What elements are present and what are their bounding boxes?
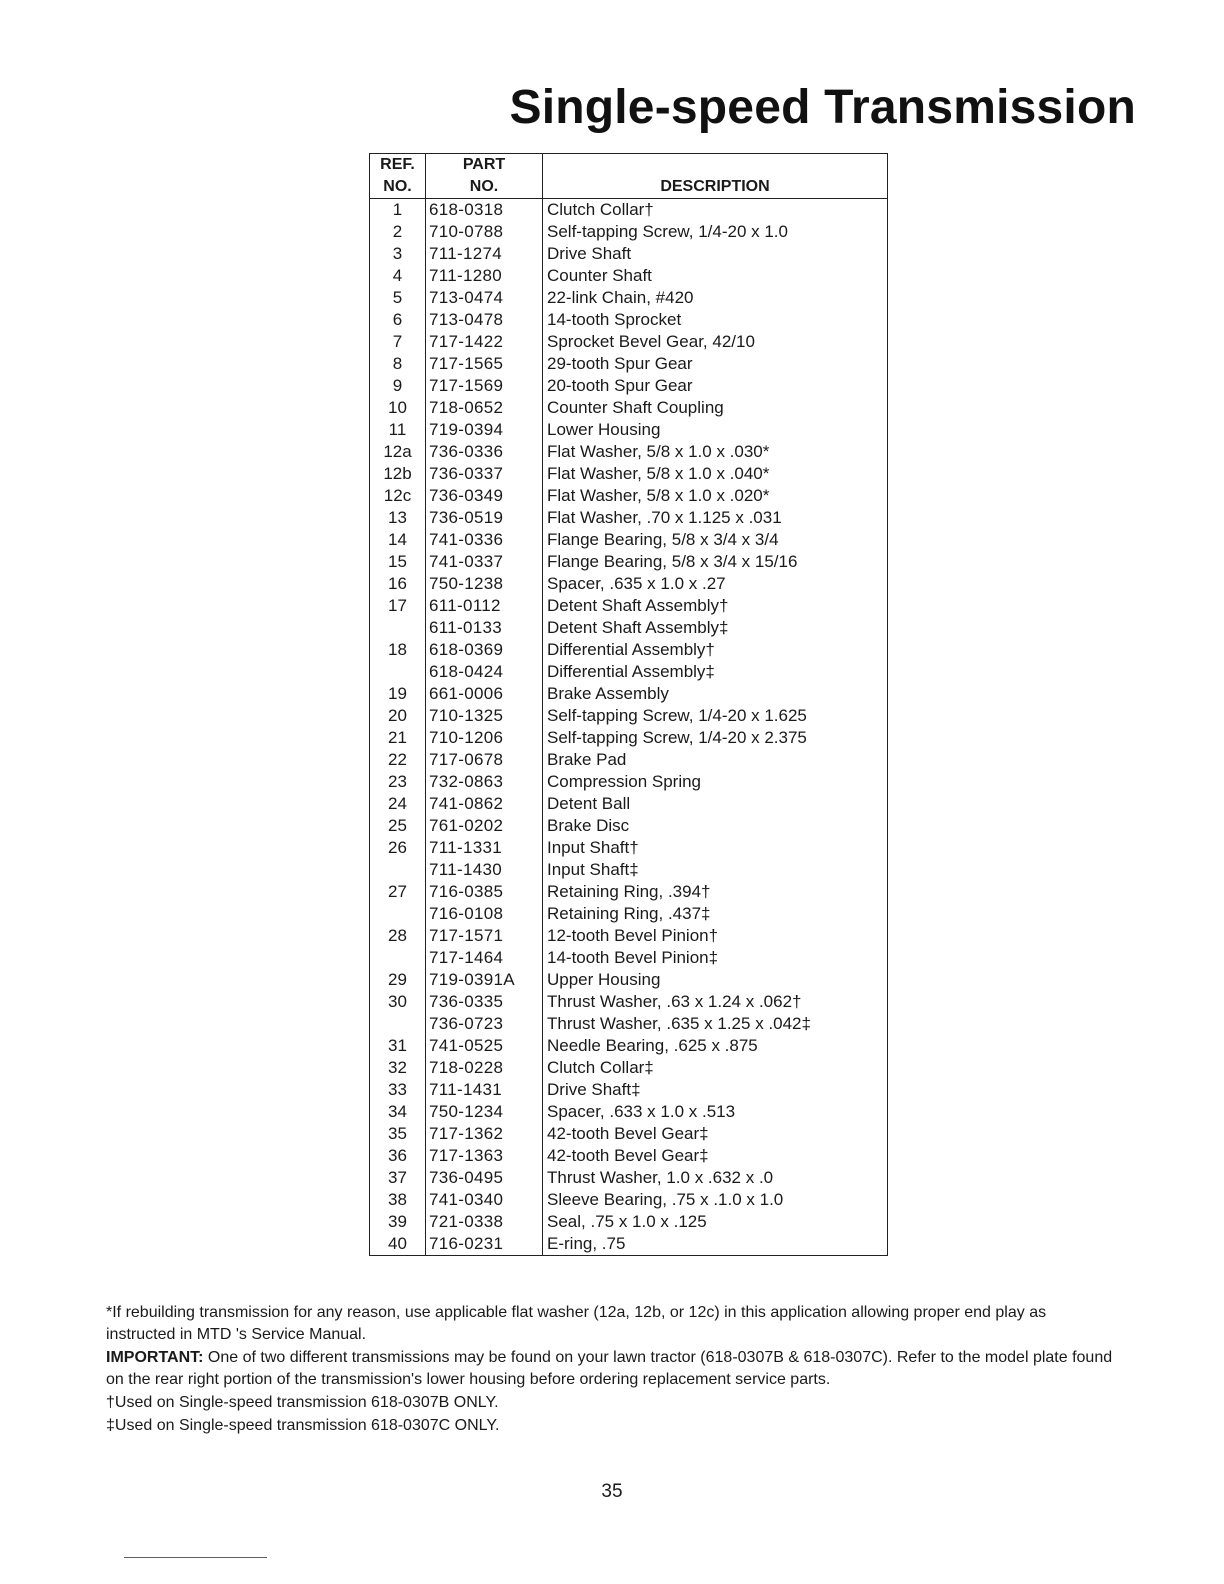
table-row [370, 243, 888, 265]
table-row [370, 639, 888, 661]
description-cell: Counter Shaft Coupling [543, 397, 888, 419]
ref-cell: 12b [383, 464, 412, 483]
table-row [370, 1233, 888, 1256]
ref-cell: 36 [388, 1146, 407, 1165]
description-header [543, 154, 888, 199]
ref-cell: 25 [388, 816, 407, 835]
part-number-cell: 721-0338 [426, 1211, 543, 1233]
part-number-cell: 750-1234 [426, 1101, 543, 1123]
ref-cell: 22 [388, 750, 407, 769]
part-no-header [426, 154, 543, 199]
footnotes [106, 1302, 1116, 1438]
part-number-cell: 618-0369 [426, 639, 543, 661]
part-number-cell: 618-0424 [426, 661, 543, 683]
table-row [370, 573, 888, 595]
table-row [370, 1145, 888, 1167]
description-cell: 12-tooth Bevel Pinion† [543, 925, 888, 947]
table-row [370, 991, 888, 1013]
ref-cell: 8 [392, 354, 403, 373]
ref-cell: 3 [392, 244, 403, 263]
ref-cell: 30 [388, 992, 407, 1011]
ref-cell: 28 [388, 926, 407, 945]
ref-cell: 40 [388, 1234, 407, 1253]
description-cell: Counter Shaft [543, 265, 888, 287]
description-cell: Upper Housing [543, 969, 888, 991]
part-number-cell: 736-0519 [426, 507, 543, 529]
ref-cell: 34 [388, 1102, 407, 1121]
part-number-cell: 717-1571 [426, 925, 543, 947]
description-cell: Flange Bearing, 5/8 x 3/4 x 15/16 [543, 551, 888, 573]
table-row [370, 1035, 888, 1057]
ref-cell: 13 [388, 508, 407, 527]
table-header-row [370, 154, 888, 199]
important-text: One of two different transmissions may be found on your lawn tractor (618-0307B & 618-0307C). Refer to the model plate found on the rear right portion of the transmission's lower housing before ordering replacement service parts. [106, 1349, 1113, 1388]
ref-cell [370, 617, 426, 639]
description-cell: 22-link Chain, #420 [543, 287, 888, 309]
description-header-label: DESCRIPTION [660, 178, 770, 195]
description-cell: Spacer, .635 x 1.0 x .27 [543, 573, 888, 595]
part-number-cell: 711-1274 [426, 243, 543, 265]
table-row [370, 595, 888, 617]
description-cell: Flat Washer, 5/8 x 1.0 x .030* [543, 441, 888, 463]
description-cell: Flat Washer, 5/8 x 1.0 x .040* [543, 463, 888, 485]
description-cell: Differential Assembly† [543, 639, 888, 661]
parts-table-body [370, 199, 888, 1256]
table-row [370, 1189, 888, 1211]
table-row [370, 683, 888, 705]
part-number-cell: 611-0133 [426, 617, 543, 639]
table-row [370, 463, 888, 485]
ref-cell: 19 [388, 684, 407, 703]
ref-cell [370, 903, 426, 925]
table-row [370, 859, 888, 881]
part-number-cell: 741-0862 [426, 793, 543, 815]
description-cell: 29-tooth Spur Gear [543, 353, 888, 375]
description-cell: Self-tapping Screw, 1/4-20 x 1.0 [543, 221, 888, 243]
important-label: IMPORTANT: [106, 1349, 204, 1366]
part-number-cell: 732-0863 [426, 771, 543, 793]
part-number-cell: 736-0723 [426, 1013, 543, 1035]
table-row [370, 947, 888, 969]
part-number-cell: 717-1569 [426, 375, 543, 397]
part-number-cell: 713-0474 [426, 287, 543, 309]
description-cell: Self-tapping Screw, 1/4-20 x 1.625 [543, 705, 888, 727]
ref-cell [370, 1013, 426, 1035]
part-number-cell: 710-1325 [426, 705, 543, 727]
table-row [370, 1057, 888, 1079]
description-cell: Flat Washer, .70 x 1.125 x .031 [543, 507, 888, 529]
description-cell: Differential Assembly‡ [543, 661, 888, 683]
table-row [370, 793, 888, 815]
ref-cell: 12a [383, 442, 412, 461]
description-cell: Self-tapping Screw, 1/4-20 x 2.375 [543, 727, 888, 749]
table-row [370, 837, 888, 859]
description-cell: Needle Bearing, .625 x .875 [543, 1035, 888, 1057]
description-cell: Drive Shaft [543, 243, 888, 265]
description-cell: Retaining Ring, .437‡ [543, 903, 888, 925]
ref-cell: 35 [388, 1124, 407, 1143]
ref-cell: 38 [388, 1190, 407, 1209]
table-row [370, 727, 888, 749]
table-row [370, 199, 888, 222]
table-row [370, 1013, 888, 1035]
part-number-cell: 716-0385 [426, 881, 543, 903]
ref-cell: 23 [388, 772, 407, 791]
description-cell: Thrust Washer, 1.0 x .632 x .0 [543, 1167, 888, 1189]
part-number-cell: 741-0340 [426, 1189, 543, 1211]
description-cell: Drive Shaft‡ [543, 1079, 888, 1101]
table-row [370, 309, 888, 331]
part-number-cell: 717-0678 [426, 749, 543, 771]
description-cell: Input Shaft‡ [543, 859, 888, 881]
part-number-cell: 736-0335 [426, 991, 543, 1013]
description-cell: Brake Assembly [543, 683, 888, 705]
part-number-cell: 611-0112 [426, 595, 543, 617]
double-dagger-note: ‡Used on Single-speed transmission 618-0307C ONLY. [106, 1417, 500, 1434]
table-row [370, 903, 888, 925]
part-number-cell: 717-1363 [426, 1145, 543, 1167]
part-number-cell: 741-0337 [426, 551, 543, 573]
description-cell: Lower Housing [543, 419, 888, 441]
description-cell: Retaining Ring, .394† [543, 881, 888, 903]
ref-cell [370, 947, 426, 969]
table-row [370, 815, 888, 837]
description-cell: Clutch Collar† [543, 199, 888, 222]
description-cell: Brake Pad [543, 749, 888, 771]
part-number-cell: 661-0006 [426, 683, 543, 705]
part-number-cell: 736-0495 [426, 1167, 543, 1189]
table-row [370, 925, 888, 947]
part-number-cell: 736-0336 [426, 441, 543, 463]
page-number: 35 [601, 1481, 623, 1502]
part-number-cell: 741-0336 [426, 529, 543, 551]
table-row [370, 705, 888, 727]
table-row [370, 969, 888, 991]
ref-cell: 31 [388, 1036, 407, 1055]
table-row [370, 1101, 888, 1123]
part-number-cell: 736-0337 [426, 463, 543, 485]
ref-cell: 16 [388, 574, 407, 593]
part-number-cell: 717-1565 [426, 353, 543, 375]
ref-cell: 20 [388, 706, 407, 725]
part-number-cell: 717-1464 [426, 947, 543, 969]
ref-header-line2: NO. [383, 178, 412, 195]
description-cell: 20-tooth Spur Gear [543, 375, 888, 397]
ref-header-line1: REF. [380, 156, 415, 173]
ref-cell [370, 859, 426, 881]
description-cell: Spacer, .633 x 1.0 x .513 [543, 1101, 888, 1123]
description-cell: Thrust Washer, .63 x 1.24 x .062† [543, 991, 888, 1013]
table-row [370, 331, 888, 353]
part-number-cell: 711-1431 [426, 1079, 543, 1101]
table-row [370, 353, 888, 375]
ref-cell: 24 [388, 794, 407, 813]
description-cell: Detent Ball [543, 793, 888, 815]
table-row [370, 529, 888, 551]
part-number-cell: 718-0652 [426, 397, 543, 419]
description-cell: Detent Shaft Assembly‡ [543, 617, 888, 639]
part-number-cell: 717-1362 [426, 1123, 543, 1145]
table-row [370, 419, 888, 441]
table-row [370, 221, 888, 243]
ref-cell: 6 [392, 310, 403, 329]
table-row [370, 617, 888, 639]
part-number-cell: 711-1331 [426, 837, 543, 859]
ref-cell: 29 [388, 970, 407, 989]
description-cell: 42-tooth Bevel Gear‡ [543, 1145, 888, 1167]
description-cell: Seal, .75 x 1.0 x .125 [543, 1211, 888, 1233]
description-cell: Compression Spring [543, 771, 888, 793]
ref-cell: 11 [388, 420, 407, 439]
ref-cell: 27 [388, 882, 407, 901]
ref-cell: 5 [392, 288, 403, 307]
table-row [370, 287, 888, 309]
table-row [370, 485, 888, 507]
description-cell: Detent Shaft Assembly† [543, 595, 888, 617]
ref-cell: 4 [392, 266, 403, 285]
part-number-cell: 713-0478 [426, 309, 543, 331]
description-cell: Brake Disc [543, 815, 888, 837]
table-row [370, 749, 888, 771]
table-row [370, 771, 888, 793]
description-cell: Clutch Collar‡ [543, 1057, 888, 1079]
ref-cell: 10 [388, 398, 407, 417]
part-number-cell: 711-1280 [426, 265, 543, 287]
table-row [370, 551, 888, 573]
part-number-cell: 750-1238 [426, 573, 543, 595]
part-number-cell: 736-0349 [426, 485, 543, 507]
ref-cell: 32 [388, 1058, 407, 1077]
ref-cell: 14 [388, 530, 407, 549]
ref-cell: 1 [392, 200, 403, 219]
description-cell: 14-tooth Sprocket [543, 309, 888, 331]
part-number-cell: 741-0525 [426, 1035, 543, 1057]
part-number-cell: 716-0231 [426, 1233, 543, 1256]
table-row [370, 1167, 888, 1189]
ref-cell: 39 [388, 1212, 407, 1231]
ref-cell: 26 [388, 838, 407, 857]
ref-cell: 18 [388, 640, 407, 659]
description-cell: Flange Bearing, 5/8 x 3/4 x 3/4 [543, 529, 888, 551]
description-cell: Input Shaft† [543, 837, 888, 859]
part-number-cell: 718-0228 [426, 1057, 543, 1079]
parts-table [369, 153, 888, 1256]
part-number-cell: 761-0202 [426, 815, 543, 837]
important-note [106, 1347, 1116, 1391]
part-header-line1: PART [462, 156, 506, 173]
ref-cell: 33 [388, 1080, 407, 1099]
ref-cell: 2 [392, 222, 403, 241]
part-number-cell: 711-1430 [426, 859, 543, 881]
part-number-cell: 618-0318 [426, 199, 543, 222]
dagger-note: †Used on Single-speed transmission 618-0307B ONLY. [106, 1394, 499, 1411]
page-title: Single-speed Transmission [509, 81, 1136, 134]
table-row [370, 397, 888, 419]
ref-cell: 21 [388, 728, 407, 747]
table-row [370, 1123, 888, 1145]
ref-cell: 7 [392, 332, 403, 351]
ref-cell: 17 [388, 596, 407, 615]
table-row [370, 265, 888, 287]
description-cell: Flat Washer, 5/8 x 1.0 x .020* [543, 485, 888, 507]
part-number-cell: 719-0394 [426, 419, 543, 441]
part-number-cell: 710-1206 [426, 727, 543, 749]
part-header-line2: NO. [469, 178, 499, 195]
ref-cell: 15 [388, 552, 407, 571]
description-cell: 42-tooth Bevel Gear‡ [543, 1123, 888, 1145]
part-number-cell: 719-0391A [426, 969, 543, 991]
ref-no-header [370, 154, 426, 199]
description-cell: Sprocket Bevel Gear, 42/10 [543, 331, 888, 353]
description-cell: Thrust Washer, .635 x 1.25 x .042‡ [543, 1013, 888, 1035]
table-row [370, 375, 888, 397]
ref-cell: 9 [392, 376, 403, 395]
part-number-cell: 716-0108 [426, 903, 543, 925]
rebuild-note: *If rebuilding transmission for any reason, use applicable flat washer (12a, 12b, or 12c) in this application allowing proper end play as instructed in MTD 's Service Manual. [106, 1304, 1047, 1343]
ref-cell: 12c [383, 486, 412, 505]
ref-cell [370, 661, 426, 683]
footer-rule [124, 1557, 267, 1558]
description-cell: 14-tooth Bevel Pinion‡ [543, 947, 888, 969]
description-cell: Sleeve Bearing, .75 x .1.0 x 1.0 [543, 1189, 888, 1211]
description-cell: E-ring, .75 [543, 1233, 888, 1256]
part-number-cell: 717-1422 [426, 331, 543, 353]
table-row [370, 881, 888, 903]
table-row [370, 1211, 888, 1233]
table-row [370, 1079, 888, 1101]
table-row [370, 507, 888, 529]
part-number-cell: 710-0788 [426, 221, 543, 243]
ref-cell: 37 [388, 1168, 407, 1187]
table-row [370, 661, 888, 683]
table-row [370, 441, 888, 463]
